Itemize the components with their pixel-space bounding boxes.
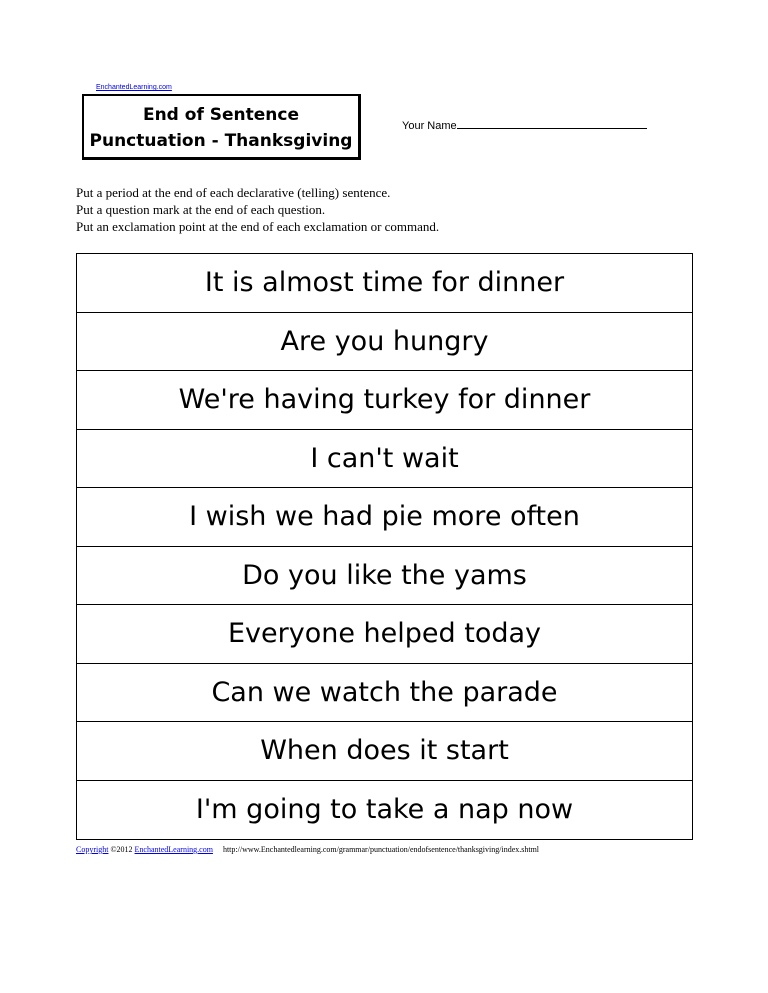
sentence-row: I wish we had pie more often [77, 488, 692, 547]
sentence-row: It is almost time for dinner [77, 254, 692, 313]
copyright-year: ©2012 [110, 845, 133, 854]
name-field [402, 117, 647, 132]
sentence-row: I'm going to take a nap now [195, 794, 574, 826]
worksheet-title [82, 94, 361, 160]
title-line-2: Punctuation - Thanksgiving [89, 131, 353, 151]
footer [76, 845, 539, 854]
name-label: Your Name [402, 120, 457, 132]
instruction-question: Put a question mark at the end of each question. [76, 202, 326, 217]
sentence-row: I can't wait [77, 430, 692, 489]
sentence-row: When does it start [77, 722, 692, 781]
instruction-period: Put a period at the end of each declarative (telling) sentence. [76, 185, 391, 200]
footer-site-link[interactable]: EnchantedLearning.com [134, 845, 213, 854]
instruction-exclamation: Put an exclamation point at the end of each exclamation or command. [76, 219, 440, 234]
sentence-row: We're having turkey for dinner [77, 371, 692, 430]
sentence-row: Can we watch the parade [77, 664, 692, 723]
sentence-table [76, 253, 693, 840]
sentence-row: Do you like the yams [77, 547, 692, 606]
sentence-row: Are you hungry [77, 313, 692, 372]
page-url: http://www.Enchantedlearning.com/grammar/punctuation/endofsentence/thanksgiving/index.shtml [222, 845, 540, 854]
name-blank-line[interactable] [457, 117, 647, 129]
sentence-row: Everyone helped today [77, 605, 692, 664]
copyright-link[interactable]: Copyright [76, 845, 109, 854]
enchanted-learning-link[interactable]: EnchantedLearning.com [96, 84, 172, 91]
instructions [76, 184, 439, 235]
title-line-1: End of Sentence [142, 105, 300, 125]
